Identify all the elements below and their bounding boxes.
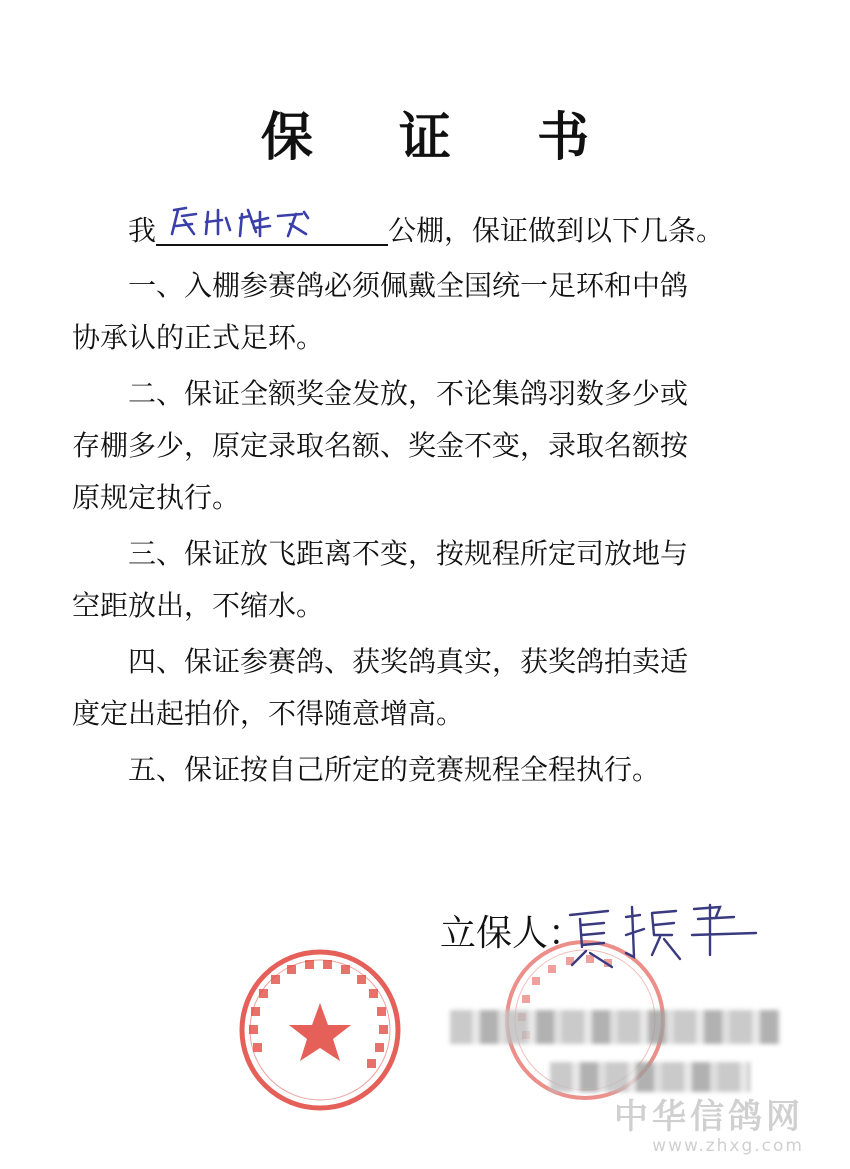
clause-2-line-3: 原规定执行。 [72,481,241,514]
clause-3-line-1: 三、保证放飞距离不变，按规程所定司放地与 [128,537,689,570]
clause-4-line-2: 度定出起拍价，不得随意增高。 [72,697,465,730]
intro-prefix: 我 [128,214,157,247]
signer-signature [560,895,760,975]
clause-2-line-2: 存棚多少，原定录取名额、奖金不变，录取名额按 [72,429,689,462]
official-seal-left [235,945,405,1115]
intro-suffix: 公棚，保证做到以下几条。 [388,214,725,247]
intro-line [128,210,828,251]
clause-3-line-2: 空距放出，不缩水。 [72,589,325,622]
watermark-site-name: 中华信鸽网 [614,1097,804,1137]
clause-2-line-1: 二、保证全额奖金发放，不论集鸽羽数多少或 [128,377,689,410]
clause-1-line-2: 协承认的正式足环。 [72,321,325,354]
watermark-url: www.zhxg.com [652,1136,804,1156]
signer-label: 立保人： [440,913,585,954]
handwritten-name-field [156,210,388,246]
clause-5-line-1: 五、保证按自己所定的竞赛规程全程执行。 [128,753,661,786]
handwritten-name [156,200,388,240]
clause-1-line-1: 一、入棚参赛鸽必须佩戴全国统一足环和中鸽 [128,269,689,302]
redacted-area-2 [550,1062,750,1092]
redacted-area-1 [450,1010,780,1044]
watermark [614,1098,804,1156]
clause-4-line-1: 四、保证参赛鸽、获奖鸽真实，获奖鸽拍卖适 [128,645,689,678]
page-title: 保 证 书 [260,107,624,168]
